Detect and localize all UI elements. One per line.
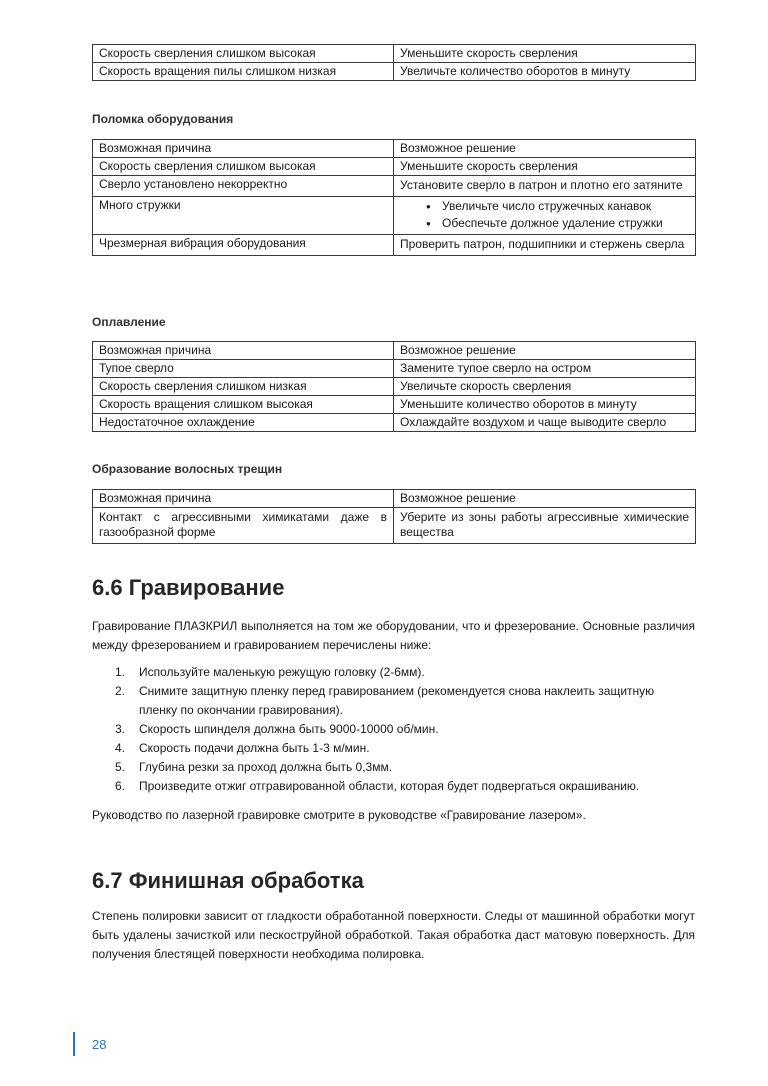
step-text: Глубина резки за проход должна быть 0,3мм. xyxy=(139,760,393,774)
engraving-intro: Гравирование ПЛАЗКРИЛ выполняется на том же оборудовании, что и фрезерование. Основные различия между фрезерованием и гравированием перечислены ниже: xyxy=(92,619,695,652)
table-cell: Уберите из зоны работы агрессивные химические вещества xyxy=(394,508,696,544)
table-melting xyxy=(92,341,696,432)
bullet-list xyxy=(400,199,689,231)
list-item xyxy=(92,758,695,777)
table-row xyxy=(93,396,696,414)
table-header-row xyxy=(93,490,696,508)
table-cell: Сверло установлено некорректно xyxy=(93,176,394,197)
table-continued xyxy=(92,44,696,81)
list-item xyxy=(92,777,695,796)
page-number: 28 xyxy=(92,1037,107,1052)
table-cell: Скорость вращения слишком высокая xyxy=(93,396,394,414)
table-cell: Уменьшите скорость сверления xyxy=(394,45,696,63)
step-number: 4. xyxy=(115,741,126,755)
engraving-note: Руководство по лазерной гравировке смотрите в руководстве «Гравирование лазером». xyxy=(92,808,586,822)
table-cell: Скорость сверления слишком низкая xyxy=(93,378,394,396)
table-row xyxy=(93,378,696,396)
table-row xyxy=(93,158,696,176)
table-cell: Проверить патрон, подшипники и стержень сверла xyxy=(394,235,696,256)
list-item: ● Обеспечьте должное удаление стружки xyxy=(400,216,689,231)
table-row xyxy=(93,508,696,544)
finishing-text: Степень полировки зависит от гладкости обработанной поверхности. Следы от машинной обработки могут быть удалены зачисткой или пескоструйной обработкой. Такая обработка даст матовую поверхность. Для получения блестящей поверхности необходима полировка. xyxy=(92,909,695,961)
table-header-cell: Возможное решение xyxy=(394,490,696,508)
table-row xyxy=(93,63,696,81)
table-header-cell: Возможная причина xyxy=(93,140,394,158)
step-text: Снимите защитную пленку перед гравированием (рекомендуется снова наклеить защитную пленку по окончании гравирования). xyxy=(139,684,655,717)
table-header-cell: Возможная причина xyxy=(93,490,394,508)
section-title-engraving: 6.6 Гравирование xyxy=(92,575,285,600)
list-item xyxy=(92,682,695,720)
table-cell: Замените тупое сверло на остром xyxy=(394,360,696,378)
step-number: 2. xyxy=(115,684,126,698)
table-cell: Увеличьте скорость сверления xyxy=(394,378,696,396)
step-text: Скорость шпинделя должна быть 9000-10000 об/мин. xyxy=(139,722,439,736)
table-row xyxy=(93,176,696,197)
table-header-cell: Возможная причина xyxy=(93,342,394,360)
table-cell: Скорость сверления слишком высокая xyxy=(93,45,394,63)
list-item xyxy=(92,739,695,758)
table-breakage xyxy=(92,139,696,256)
table-header-row xyxy=(93,140,696,158)
step-text: Используйте маленькую режущую головку (2-6мм). xyxy=(139,665,425,679)
table-header-cell: Возможное решение xyxy=(394,342,696,360)
table-cell: Недостаточное охлаждение xyxy=(93,414,394,432)
table-row xyxy=(93,197,696,235)
table-cell: Уменьшите скорость сверления xyxy=(394,158,696,176)
table-cell: Уменьшите количество оборотов в минуту xyxy=(394,396,696,414)
table-cell: Скорость сверления слишком высокая xyxy=(93,158,394,176)
table-row xyxy=(93,45,696,63)
table-cell: Чрезмерная вибрация оборудования xyxy=(93,235,394,256)
table-cell: Установите сверло в патрон и плотно его затяните xyxy=(394,176,696,197)
step-number: 1. xyxy=(115,665,126,679)
table-row xyxy=(93,360,696,378)
step-number: 5. xyxy=(115,760,126,774)
table-cell: Много стружки xyxy=(93,197,394,235)
table-cell-bullets xyxy=(394,197,696,235)
section-heading-cracks: Образование волосных трещин xyxy=(92,462,283,476)
list-item xyxy=(92,720,695,739)
table-row xyxy=(93,414,696,432)
table-header-cell: Возможное решение xyxy=(394,140,696,158)
engraving-steps xyxy=(92,663,695,796)
table-cell: Увеличьте количество оборотов в минуту xyxy=(394,63,696,81)
step-text: Произведите отжиг отгравированной области, которая будет подвергаться окрашиванию. xyxy=(139,779,640,793)
page-number-bar xyxy=(73,1032,75,1056)
table-row xyxy=(93,235,696,256)
list-item xyxy=(92,663,695,682)
table-cell: Охлаждайте воздухом и чаще выводите сверло xyxy=(394,414,696,432)
table-header-row xyxy=(93,342,696,360)
table-cell: Контакт с агрессивными химикатами даже в газообразной форме xyxy=(93,508,394,544)
table-cell: Скорость вращения пилы слишком низкая xyxy=(93,63,394,81)
table-cell: Тупое сверло xyxy=(93,360,394,378)
section-heading-breakage: Поломка оборудования xyxy=(92,112,234,126)
section-title-finishing: 6.7 Финишная обработка xyxy=(92,868,364,893)
step-text: Скорость подачи должна быть 1-3 м/мин. xyxy=(139,741,370,755)
table-cracks xyxy=(92,489,696,544)
section-heading-melting: Оплавление xyxy=(92,315,166,329)
step-number: 3. xyxy=(115,722,126,736)
list-item: ● Увеличьте число стружечных канавок xyxy=(400,199,689,214)
step-number: 6. xyxy=(115,779,126,793)
